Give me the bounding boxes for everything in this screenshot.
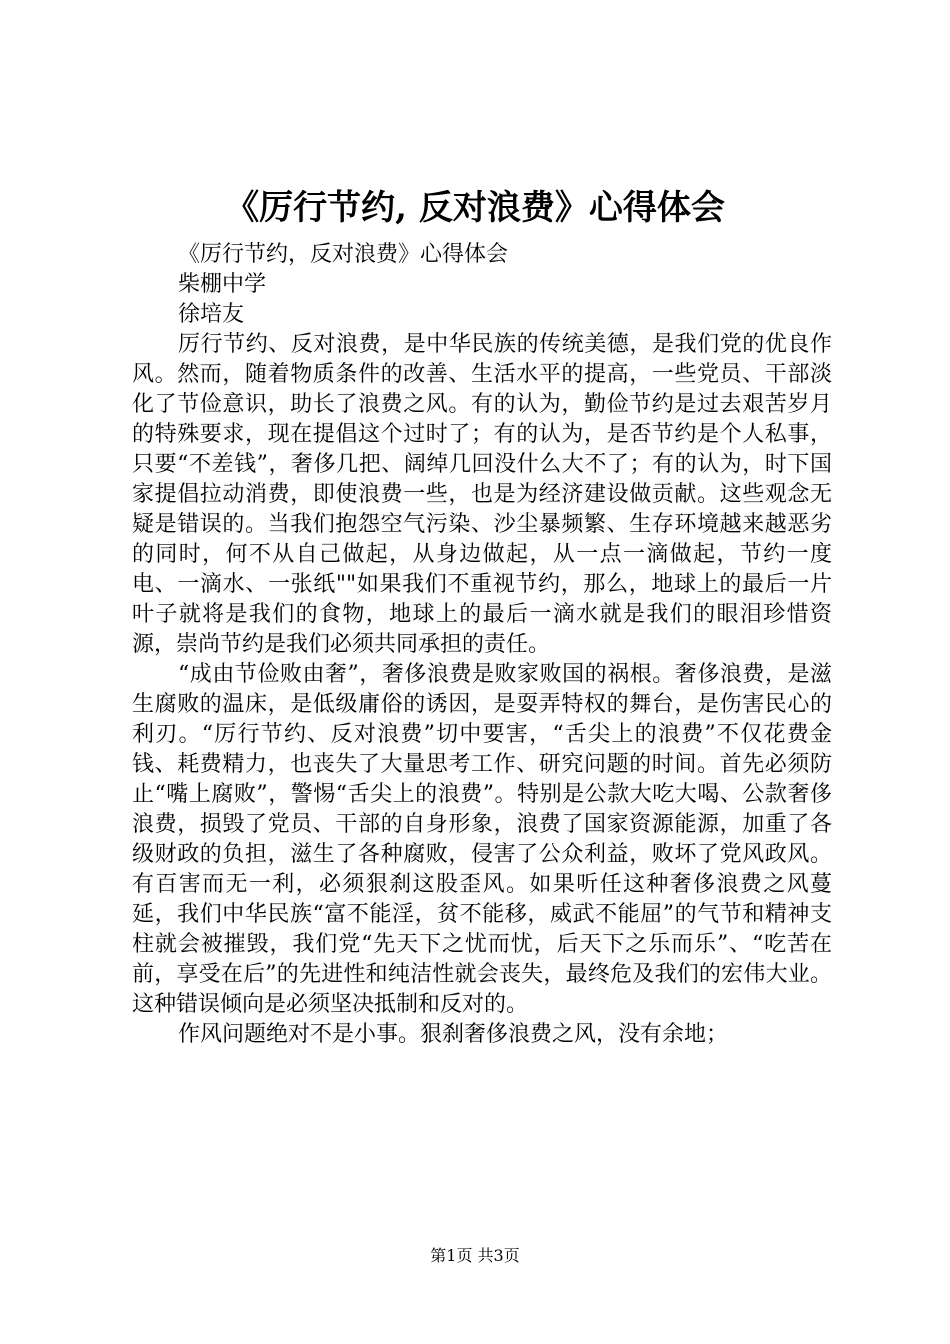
paragraph-2: “成由节俭败由奢”，奢侈浪费是败家败国的祸根。奢侈浪费，是滋生腐败的温床，是低级庸俗的诱因，是耍弄特权的舞台，是伤害民心的利刃。“厉行节约、反对浪费”切中要害，“舌尖上的浪费”不仅花费金钱、耗费精力，也丧失了大量思考工作、研究问题的时间。首先必须防止“嘴上腐败”，警惕“舌尖上的浪费”。特别是公款大吃大喝、公款奢侈浪费，损毁了党员、干部的自身形象，浪费了国家资源能源，加重了各级财政的负担，滋生了各种腐败，侵害了公众利益，败坏了党风政风。有百害而无一利，必须狠刹这股歪风。如果听任这种奢侈浪费之风蔓延，我们中华民族“富不能淫，贫不能移，威武不能屈”的气节和精神支柱就会被摧毁，我们党“先天下之忧而忧，后天下之乐而乐”、“吃苦在前，享受在后”的先进性和纯洁性就会丧失，最终危及我们的宏伟大业。这种错误倾向是必须坚决抵制和反对的。 bbox=[132, 662, 832, 1017]
author-line: 徐培友 bbox=[178, 302, 245, 327]
paragraph-1: 厉行节约、反对浪费，是中华民族的传统美德，是我们党的优良作风。然而，随着物质条件的改善、生活水平的提高，一些党员、干部淡化了节俭意识，助长了浪费之风。有的认为，勤俭节约是过去艰苦岁月的特殊要求，现在提倡这个过时了；有的认为，是否节约是个人私事，只要“不差钱”，奢侈几把、阔绰几回没什么大不了；有的认为，时下国家提倡拉动消费，即使浪费一些，也是为经济建设做贡献。这些观念无疑是错误的。当我们抱怨空气污染、沙尘暴频繁、生存环境越来越恶劣的同时，何不从自己做起，从身边做起，从一点一滴做起，节约一度电、一滴水、一张纸""如果我们不重视节约，那么，地球上的最后一片叶子就将是我们的食物，地球上的最后一滴水就是我们的眼泪珍惜资源，崇尚节约是我们必须共同承担的责任。 bbox=[132, 332, 832, 657]
school-line: 柴棚中学 bbox=[178, 272, 267, 297]
page-footer: 第1页 共3页 bbox=[430, 1246, 520, 1265]
paragraph-3: 作风问题绝对不是小事。狠刹奢侈浪费之风，没有余地； bbox=[178, 1022, 729, 1047]
document-body bbox=[132, 240, 832, 1050]
subtitle-line: 《厉行节约，反对浪费》心得体会 bbox=[178, 242, 509, 267]
document-title: 《厉行节约, 反对浪费》心得体会 bbox=[225, 188, 725, 228]
